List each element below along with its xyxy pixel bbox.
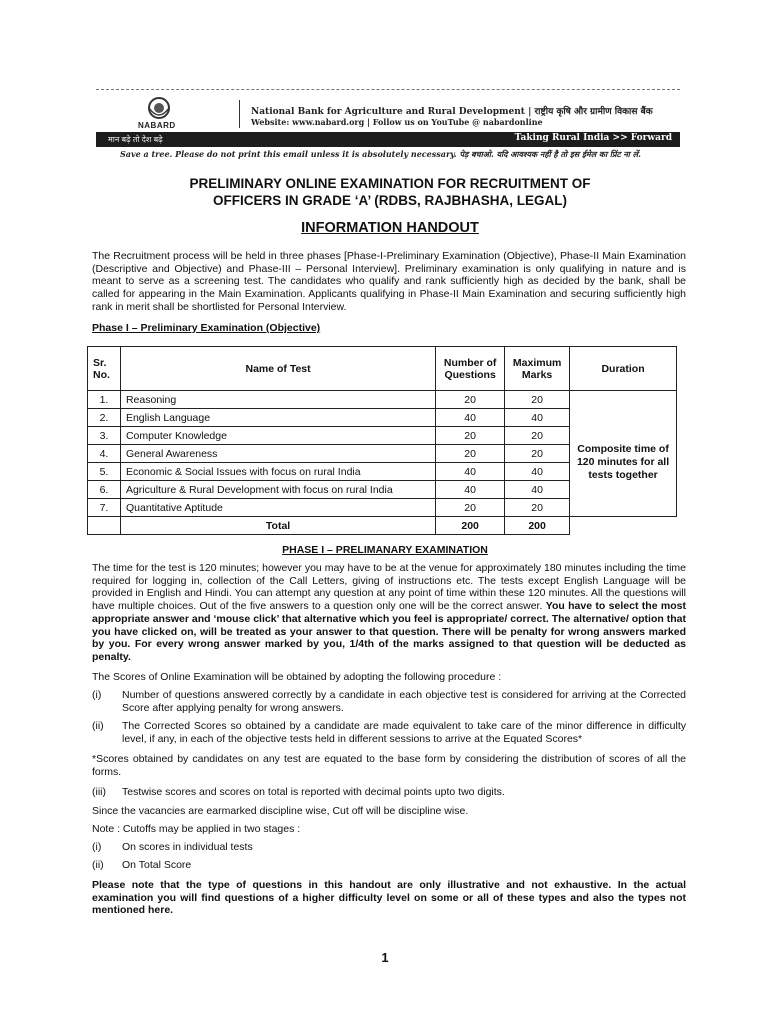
row-sr: 5.: [88, 463, 121, 481]
website-line: Website: www.nabard.org | Follow us on YouTube @ nabardonline: [251, 117, 543, 127]
list-number: (i): [92, 689, 102, 701]
phase1-exam-heading: PHASE I – PRELIMANARY EXAMINATION: [282, 544, 488, 556]
row-sr: 3.: [88, 427, 121, 445]
row-name: Computer Knowledge: [120, 427, 435, 445]
exam-table: [87, 346, 677, 535]
header-top-rule: [96, 89, 680, 90]
time-paragraph-normal: The time for the test is 120 minutes; however you may have to be at the venue for approximately 180 minutes including the time required for logging in, collection of the Call Letters, giving of instructions etc. The tests except English Language will be provided in English and Hindi. You can attempt any question at any point of time within these 120 minutes. All the questions will have multiple choices. Out of the five answers to a question only one will be the correct answer.: [92, 562, 686, 613]
list-text: Number of questions answered correctly by a candidate in each objective test is considered for arriving at the Corrected Score after applying penalty for wrong answers.: [122, 689, 686, 714]
list-text: Testwise scores and scores on total is reported with decimal points upto two digits.: [122, 786, 505, 798]
title-line-1: PRELIMINARY ONLINE EXAMINATION FOR RECRUITMENT OF: [189, 176, 591, 191]
duration-spacer: [570, 391, 677, 409]
list-number: (i): [92, 841, 102, 853]
final-note: Please note that the type of questions in this handout are only illustrative and not exhaustive. In the actual examination you will find questions of a higher difficulty level on some or all of these types and also the types not mentioned here.: [92, 879, 686, 917]
title-line-2: OFFICERS IN GRADE ‘A’ (RDBS, RAJBHASHA, LEGAL): [212, 193, 568, 208]
table-header-row: [88, 347, 677, 391]
row-sr: 7.: [88, 499, 121, 517]
total-marks: 200: [505, 517, 570, 535]
cutoff-note: Since the vacancies are earmarked discipline wise, Cut off will be discipline wise.: [92, 805, 469, 817]
hindi-slogan: मान बढ़े तो देश बढ़े: [108, 135, 163, 144]
table-row: [88, 391, 677, 409]
table-row: [88, 409, 677, 427]
list-item: [92, 720, 686, 746]
row-name: English Language: [120, 409, 435, 427]
col-header-marks: Maximum Marks: [505, 347, 570, 391]
row-marks: 20: [505, 499, 570, 517]
row-marks: 40: [505, 481, 570, 499]
row-marks: 40: [505, 409, 570, 427]
row-questions: 40: [436, 409, 505, 427]
duration-note: Composite time of 120 minutes for all tests together: [570, 409, 677, 517]
row-marks: 40: [505, 463, 570, 481]
row-marks: 20: [505, 427, 570, 445]
list-text: On scores in individual tests: [122, 841, 253, 853]
row-questions: 20: [436, 391, 505, 409]
tagline: Taking Rural India >> Forward: [514, 133, 672, 143]
row-marks: 20: [505, 391, 570, 409]
org-name: National Bank for Agriculture and Rural Development | राष्ट्रीय कृषि और ग्रामीण विकास बैंक: [251, 107, 653, 117]
row-sr: 6.: [88, 481, 121, 499]
email-note: Save a tree. Please do not print this email unless it is absolutely necessary. पेड़ बचाओ. यदि आवश्यक नहीं है तो इस ईमेल का प्रिंट ना लें.: [120, 149, 641, 159]
logo-text: NABARD: [138, 121, 176, 130]
equated-note: *Scores obtained by candidates on any test are equated to the base form by considering the distribution of scores of all the forms.: [92, 753, 686, 778]
row-name: Agriculture & Rural Development with focus on rural India: [120, 481, 435, 499]
list-number: (ii): [92, 720, 104, 732]
scores-intro: The Scores of Online Examination will be obtained by adopting the following procedure :: [92, 671, 502, 683]
col-header-name: Name of Test: [120, 347, 435, 391]
list-item: [92, 841, 686, 854]
list-number: (iii): [92, 786, 106, 798]
row-sr: 1.: [88, 391, 121, 409]
total-blank-cell: [570, 517, 677, 535]
time-paragraph-bold: You have to select the most appropriate answer and ‘mouse click’ that alternative which you feel is appropriate/ correct. The alternative/ option that you have clicked on, will be treated as your answer to that question. There will be penalty for wrong answers marked by you. For every wrong answer marked by you, 1/4th of the marks assigned to that question will be deducted as penalty.: [92, 600, 686, 663]
list-item: [92, 689, 686, 715]
header-separator: [239, 100, 240, 128]
list-text: On Total Score: [122, 859, 192, 871]
phase1-heading: Phase I – Preliminary Examination (Objective): [92, 322, 321, 334]
total-label: Total: [120, 517, 435, 535]
list-number: (ii): [92, 859, 104, 871]
handout-heading: INFORMATION HANDOUT: [301, 220, 479, 236]
row-questions: 20: [436, 499, 505, 517]
col-header-questions: Number of Questions: [436, 347, 505, 391]
row-questions: 40: [436, 463, 505, 481]
row-questions: 40: [436, 481, 505, 499]
list-item: [92, 859, 686, 872]
total-empty-cell: [88, 517, 121, 535]
col-header-sr: Sr. No.: [88, 347, 121, 391]
row-sr: 2.: [88, 409, 121, 427]
row-questions: 20: [436, 445, 505, 463]
list-text: The Corrected Scores so obtained by a candidate are made equivalent to take care of the minor difference in difficulty level, if any, in each of the objective tests held in different sessions to arrive at the Equated Scores*: [122, 720, 686, 745]
cutoff-stages-intro: Note : Cutoffs may be applied in two stages :: [92, 823, 301, 835]
header-bar: [96, 132, 680, 147]
row-questions: 20: [436, 427, 505, 445]
col-header-duration: Duration: [570, 347, 677, 391]
row-marks: 20: [505, 445, 570, 463]
time-paragraph: [92, 562, 686, 664]
total-questions: 200: [436, 517, 505, 535]
table-total-row: [88, 517, 677, 535]
row-name: Economic & Social Issues with focus on rural India: [120, 463, 435, 481]
row-sr: 4.: [88, 445, 121, 463]
row-name: Reasoning: [120, 391, 435, 409]
page-number: 1: [381, 950, 389, 965]
row-name: General Awareness: [120, 445, 435, 463]
row-name: Quantitative Aptitude: [120, 499, 435, 517]
list-item: [92, 786, 686, 799]
intro-paragraph: The Recruitment process will be held in three phases [Phase-I-Preliminary Examination (Objective), Phase-II Main Examination (Descriptive and Objective) and Phase-III – Personal Interview]. Preliminary examination is only qualifying in nature and is meant to serve as a screening test. The candidates who qualify and rank sufficiently high as decided by the bank, shall be called for appearing in the Main Examination. Applicants qualifying in Phase-II Main Examination and securing sufficiently high rank in merit shall be shortlisted for Personal Interview.: [92, 250, 686, 313]
